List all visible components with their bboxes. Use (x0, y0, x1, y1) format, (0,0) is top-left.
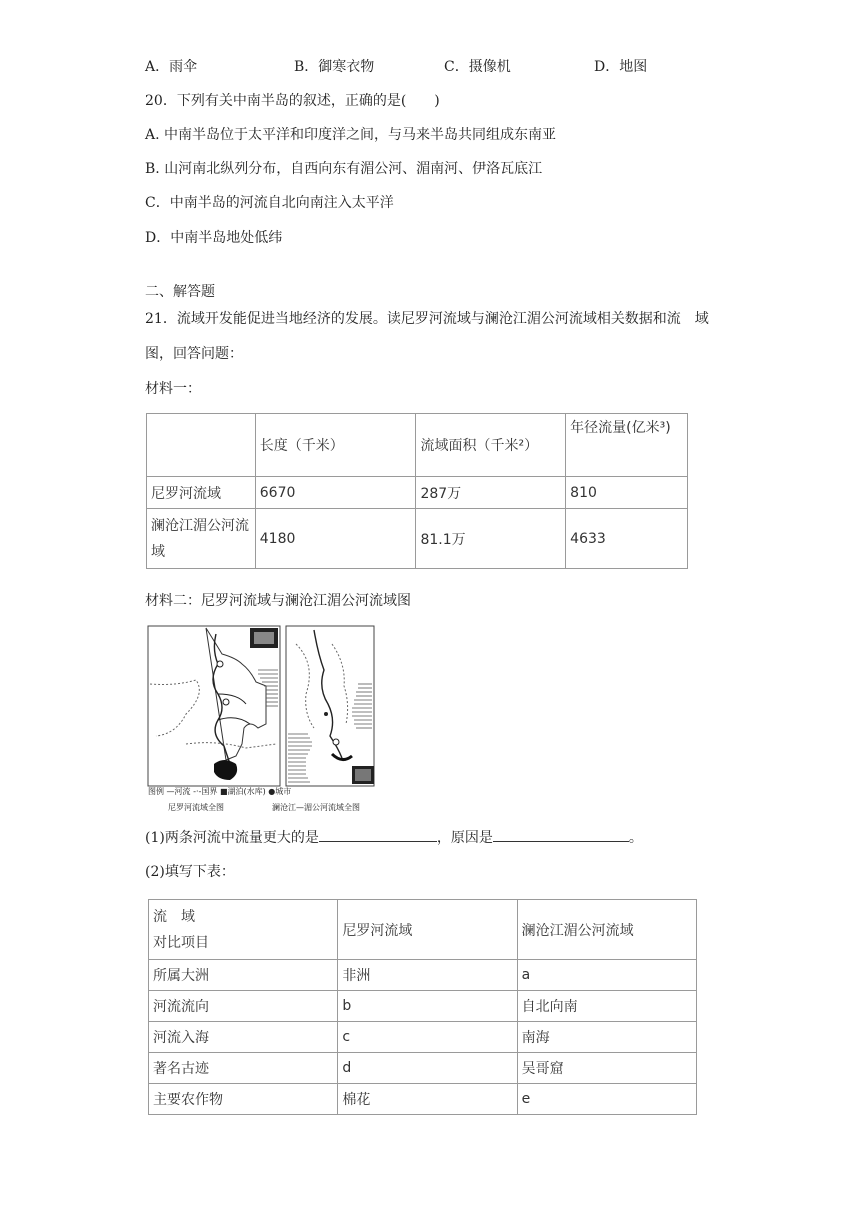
table-row (149, 1084, 697, 1115)
q21-stem-line2: 图，回答问题： (145, 346, 243, 362)
table1-cell: 澜沧江湄公河流域 (147, 509, 256, 569)
material1-label: 材料一： (145, 381, 201, 397)
sub1-prefix: (1)两条河流中流量更大的是 (145, 830, 319, 846)
table1-cell: 4180 (255, 509, 416, 569)
answer-blank-1[interactable] (319, 827, 437, 842)
mekong-basin-map (286, 626, 374, 786)
table1-cell: 81.1万 (416, 509, 566, 569)
sub1-mid: ，原因是 (436, 830, 493, 846)
table-row (147, 477, 688, 509)
sub1-end: 。 (628, 830, 643, 846)
table1-header-cell: 年径流量(亿米³) (566, 414, 688, 477)
table1-header-cell: 长度（千米） (255, 414, 416, 477)
table2-cell: 河流流向 (149, 991, 338, 1022)
table2-cell: a (517, 960, 696, 991)
table2-header-cell: 尼罗河流域 (338, 900, 517, 960)
table2-cell: c (338, 1022, 517, 1053)
mekong-map-caption: 澜沧江—湄公河流域全图 (272, 803, 360, 812)
table2-cell: 南海 (517, 1022, 696, 1053)
map-legend: 图例 —河流 -·-国界 ■湖泊(水库) ●城市 (148, 787, 292, 796)
table1-header-cell: 流域面积（千米²） (416, 414, 566, 477)
table2-header-cell: 流 域 对比项目 (149, 900, 338, 960)
q20-option-b: B. 山河南北纵列分布，自西向东有湄公河、湄南河、伊洛瓦底江 (145, 161, 543, 177)
table2-cell: 所属大洲 (149, 960, 338, 991)
q19-option-d: D．地图 (594, 59, 648, 75)
sub-question-2: (2)填写下表： (145, 864, 235, 880)
data-table-1 (146, 413, 688, 569)
table1-cell: 810 (566, 477, 688, 509)
table2-cell: 吴哥窟 (517, 1053, 696, 1084)
table2-cell: 著名古迹 (149, 1053, 338, 1084)
table2-cell: 河流入海 (149, 1022, 338, 1053)
q20-option-c: C．中南半岛的河流自北向南注入太平洋 (145, 195, 394, 211)
table-row (149, 991, 697, 1022)
table2-cell: e (517, 1084, 696, 1115)
maps-svg (146, 624, 391, 816)
table2-cell: d (338, 1053, 517, 1084)
q20-option-d: D．中南半岛地处低纬 (145, 230, 283, 246)
table1-header-cell (147, 414, 256, 477)
nile-basin-map (148, 626, 280, 786)
table2-cell: 棉花 (338, 1084, 517, 1115)
table2-header-cell: 澜沧江湄公河流域 (517, 900, 696, 960)
river-basin-maps (146, 624, 391, 816)
table2-cell: 主要农作物 (149, 1084, 338, 1115)
answer-blank-2[interactable] (493, 827, 629, 842)
table1-cell: 287万 (416, 477, 566, 509)
table1-cell: 尼罗河流域 (147, 477, 256, 509)
q19-option-c: C．摄像机 (444, 59, 511, 75)
q20-stem: 20．下列有关中南半岛的叙述，正确的是( ) (145, 93, 440, 109)
table2-cell: 自北向南 (517, 991, 696, 1022)
table1-cell: 4633 (566, 509, 688, 569)
table2-cell: 非洲 (338, 960, 517, 991)
nile-map-caption: 尼罗河流域全图 (168, 803, 224, 812)
q19-option-a: A．雨伞 (145, 59, 198, 75)
table-row (149, 960, 697, 991)
q20-option-a: A. 中南半岛位于太平洋和印度洋之间，与马来半岛共同组成东南亚 (145, 127, 557, 143)
data-table-2 (148, 899, 697, 1115)
q19-option-b: B．御寒衣物 (294, 59, 375, 75)
q21-stem-line1: 21．流域开发能促进当地经济的发展。读尼罗河流域与澜沧江湄公河流域相关数据和流 域 (145, 311, 709, 327)
section-heading: 二、解答题 (145, 284, 215, 300)
table1-cell: 6670 (255, 477, 416, 509)
table-row (149, 1022, 697, 1053)
sub-question-1 (145, 827, 643, 848)
table-row (149, 1053, 697, 1084)
table2-cell: b (338, 991, 517, 1022)
material2-label: 材料二：尼罗河流域与澜沧江湄公河流域图 (145, 593, 411, 609)
table-row (147, 509, 688, 569)
